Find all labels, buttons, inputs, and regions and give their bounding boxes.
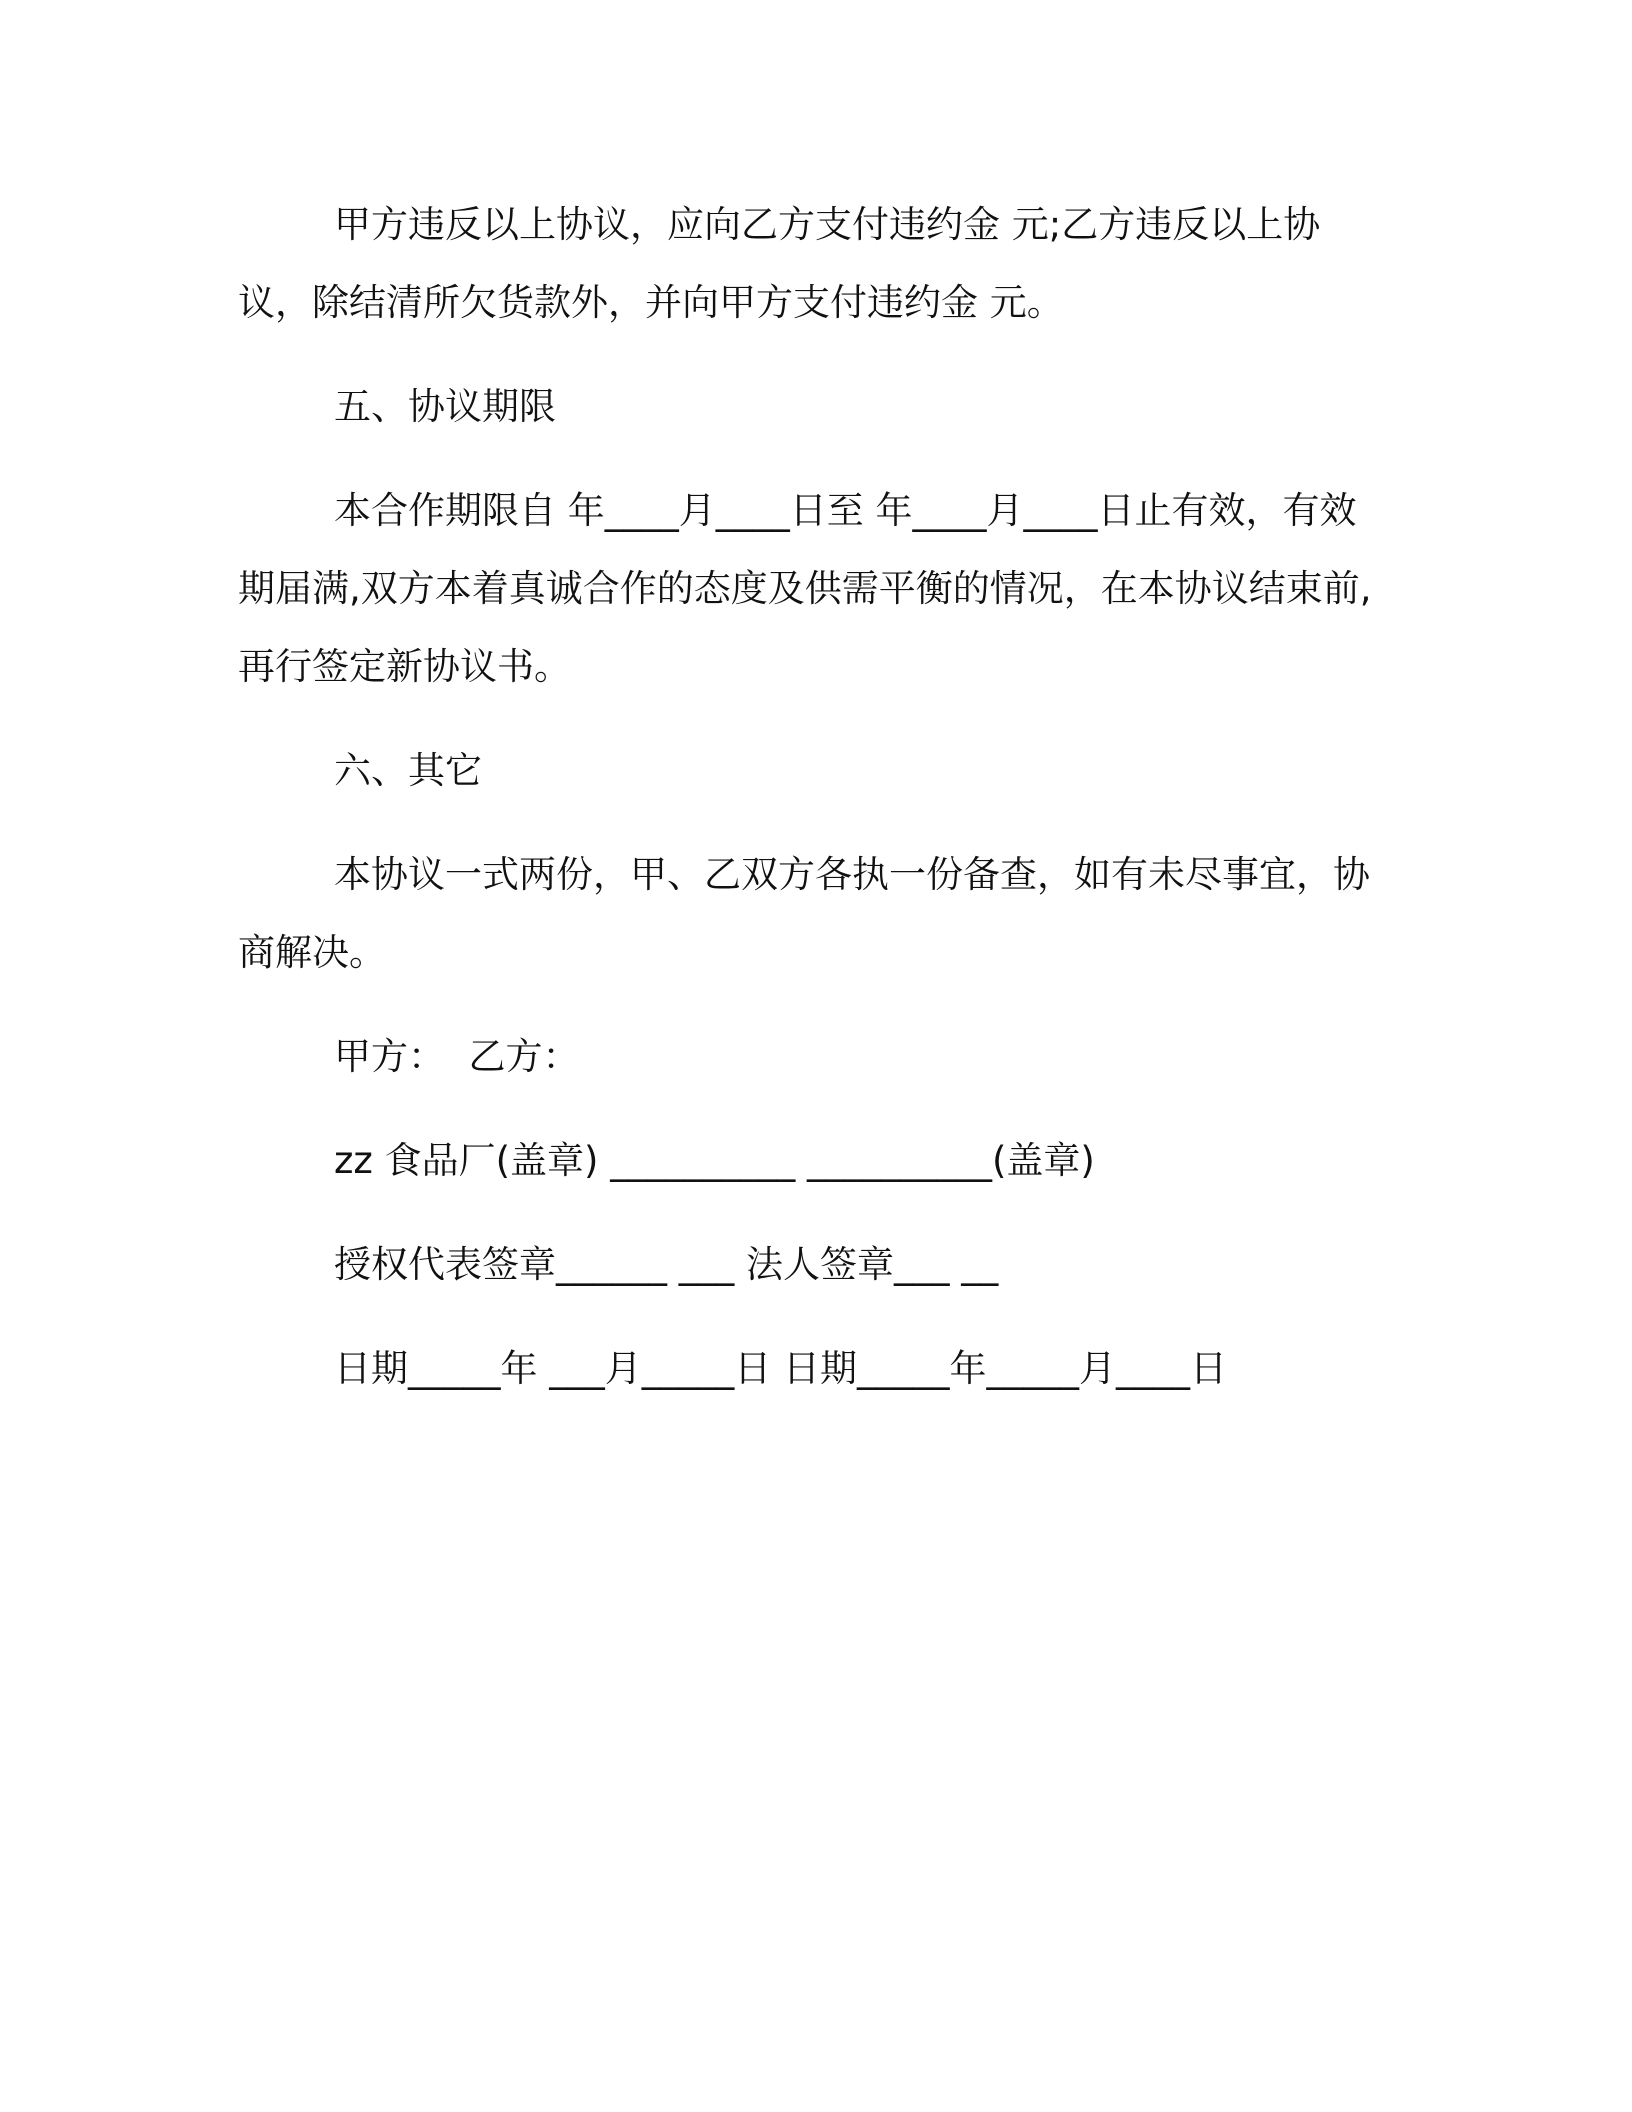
parties-line: 甲方： 乙方： bbox=[334, 1035, 580, 1078]
term-paragraph: 本合作期限自 年____月____日至 年____月____日止有效，有效期届满,双方本着真诚合作的态度及供需平衡的情况，在本协议结束前,再行签定新协议书。 bbox=[238, 489, 1372, 688]
penalty-paragraph: 甲方违反以上协议，应向乙方支付违约金 元;乙方违反以上协议，除结清所欠货款外，并向甲方支付违约金 元。 bbox=[238, 203, 1321, 324]
document-body bbox=[238, 186, 1388, 1434]
other-paragraph: 本协议一式两份，甲、乙双方各执一份备查，如有未尽事宜，协商解决。 bbox=[238, 853, 1370, 974]
section-five-heading: 五、协议期限 bbox=[334, 385, 556, 428]
representative-signature-line: 授权代表签章______ ___ 法人签章___ __ bbox=[334, 1243, 999, 1286]
section-six-heading: 六、其它 bbox=[334, 749, 482, 792]
seal-line: zz 食品厂(盖章) __________ __________(盖章) bbox=[334, 1139, 1095, 1182]
date-line: 日期_____年 ___月_____日 日期_____年_____月____日 bbox=[334, 1347, 1228, 1390]
